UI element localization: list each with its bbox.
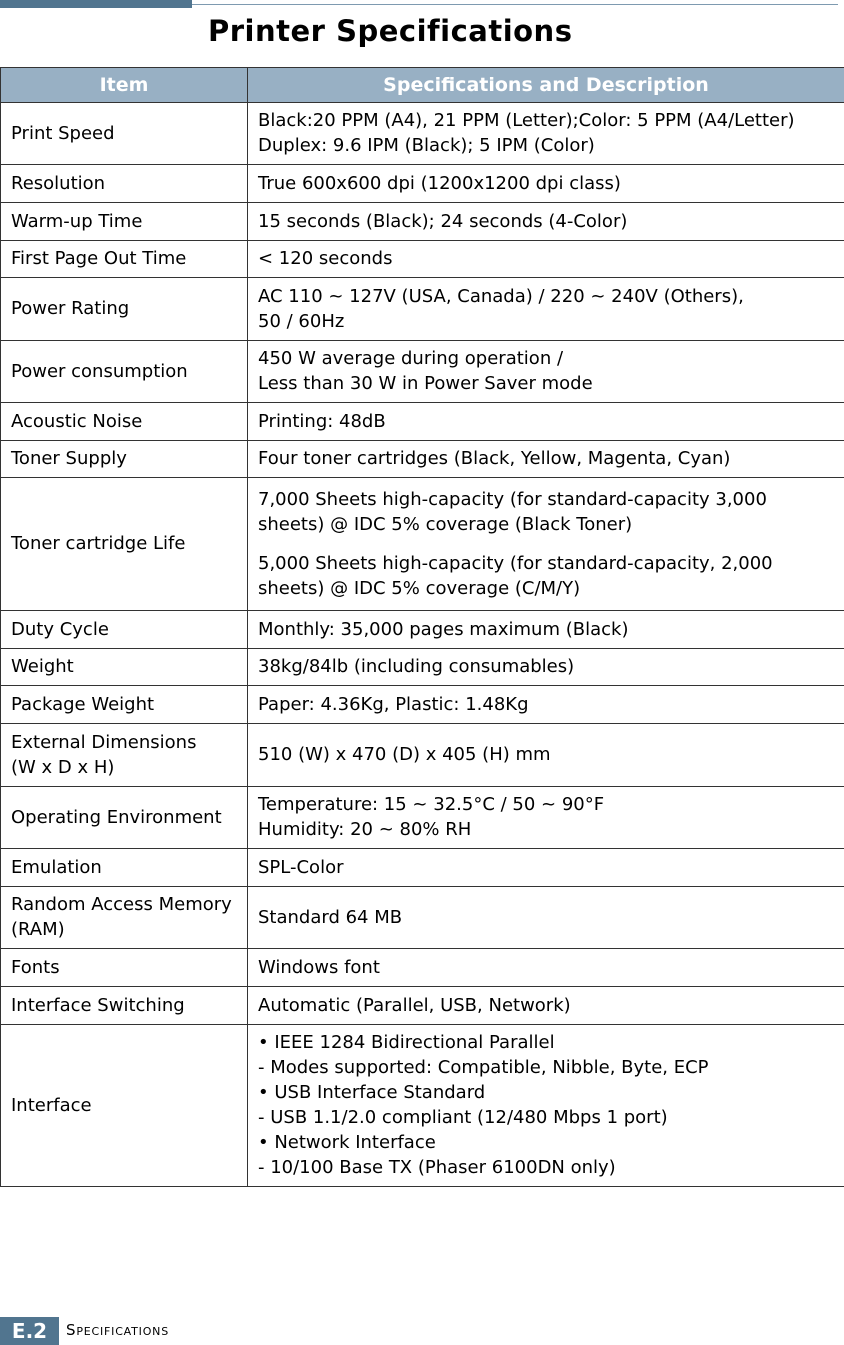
spec-description: [248, 103, 844, 165]
spec-description-text: 450 W average during operation / Less than 30 W in Power Saver mode: [258, 348, 593, 394]
spec-item: Weight: [1, 649, 248, 686]
spec-description-text: True 600x600 dpi (1200x1200 dpi class): [258, 172, 621, 194]
spec-description-text: Four toner cartridges (Black, Yellow, Magenta, Cyan): [258, 448, 731, 469]
spec-description: [248, 849, 844, 887]
spec-description-text: 38kg/84lb (including consumables): [258, 656, 575, 677]
table-row: [1, 686, 844, 724]
spec-description: [248, 611, 844, 649]
table-row: [1, 341, 844, 403]
table-row: [1, 649, 844, 686]
spec-description: [248, 887, 844, 949]
spec-item: Random Access Memory (RAM): [1, 887, 248, 949]
spec-description: [248, 987, 844, 1025]
table-header-row: [1, 68, 844, 103]
spec-item: Print Speed: [1, 103, 248, 165]
spec-description-text: < 120 seconds: [258, 248, 393, 269]
table-row: [1, 441, 844, 478]
spec-item: Interface: [1, 1025, 248, 1187]
spec-description-text: 510 (W) x 470 (D) x 405 (H) mm: [258, 744, 551, 765]
table-row: [1, 478, 844, 611]
spec-description-text: Monthly: 35,000 pages maximum (Black): [258, 618, 629, 640]
spec-description-text: Paper: 4.36Kg, Plastic: 1.48Kg: [258, 693, 529, 715]
spec-description-text: 5,000 Sheets high-capacity (for standard-capacity, 2,000 sheets) @ IDC 5% coverage (C/M/Y): [258, 552, 773, 599]
table-row: [1, 203, 844, 241]
spec-item: Power Rating: [1, 278, 248, 341]
spec-item: Duty Cycle: [1, 611, 248, 649]
spec-description-text: Windows font: [258, 956, 380, 978]
spec-item: First Page Out Time: [1, 241, 248, 278]
spec-description: [248, 1025, 844, 1187]
table-row: [1, 1025, 844, 1187]
spec-description: [248, 787, 844, 849]
page-title: Printer Specifications: [208, 14, 573, 48]
spec-description-text: • IEEE 1284 Bidirectional Parallel - Modes supported: Compatible, Nibble, Byte, ECP • USB Interface Standard - USB 1.1/2.0 compliant (12/480 Mbps 1 port) • Network Interface - 10/100 Base TX (Phaser 6100DN only): [258, 1032, 709, 1178]
spec-description: [248, 403, 844, 441]
page-number-tab: E.2: [0, 1317, 59, 1345]
spec-description-text: Standard 64 MB: [258, 906, 403, 928]
spec-description-text: 7,000 Sheets high-capacity (for standard-capacity 3,000 sheets) @ IDC 5% coverage (Black Toner): [258, 488, 767, 535]
spec-item: Toner cartridge Life: [1, 478, 248, 611]
table-row: [1, 165, 844, 203]
top-accent-bar: [0, 0, 192, 8]
spec-description: [248, 724, 844, 787]
spec-description: [248, 686, 844, 724]
spec-description-text: Printing: 48dB: [258, 410, 386, 432]
table-row: [1, 611, 844, 649]
spec-description: [248, 278, 844, 341]
spec-description-text: SPL-Color: [258, 856, 344, 878]
spec-item: Interface Switching: [1, 987, 248, 1025]
spec-description: [248, 203, 844, 241]
table-row: [1, 103, 844, 165]
spec-item: External Dimensions (W x D x H): [1, 724, 248, 787]
table-row: [1, 241, 844, 278]
spec-item: Warm-up Time: [1, 203, 248, 241]
section-name: Specifications: [66, 1321, 169, 1339]
spec-item: Emulation: [1, 849, 248, 887]
spec-item: Package Weight: [1, 686, 248, 724]
table-row: [1, 987, 844, 1025]
table-row: [1, 278, 844, 341]
table-row: [1, 724, 844, 787]
table-row: [1, 403, 844, 441]
spec-description: [248, 478, 844, 611]
spec-item: Toner Supply: [1, 441, 248, 478]
table-row: [1, 949, 844, 987]
header-item: Item: [1, 68, 248, 103]
specifications-table: [0, 67, 844, 1187]
spec-description-text: Temperature: 15 ~ 32.5°C / 50 ~ 90°F Humidity: 20 ~ 80% RH: [258, 794, 605, 840]
header-specifications: Specifications and Description: [248, 68, 844, 103]
spec-item: Operating Environment: [1, 787, 248, 849]
top-rule-line: [192, 4, 838, 5]
table-row: [1, 887, 844, 949]
spec-description: [248, 441, 844, 478]
spec-item: Power consumption: [1, 341, 248, 403]
spec-description-text: AC 110 ~ 127V (USA, Canada) / 220 ~ 240V (Others), 50 / 60Hz: [258, 285, 744, 332]
table-row: [1, 849, 844, 887]
spec-description: [248, 341, 844, 403]
spec-description-text: Automatic (Parallel, USB, Network): [258, 994, 571, 1016]
spec-description: [248, 649, 844, 686]
spec-item: Acoustic Noise: [1, 403, 248, 441]
table-body: [1, 103, 844, 1187]
table-row: [1, 787, 844, 849]
spec-description: [248, 949, 844, 987]
spec-item: Resolution: [1, 165, 248, 203]
spec-description-text: Black:20 PPM (A4), 21 PPM (Letter);Color: 5 PPM (A4/Letter) Duplex: 9.6 IPM (Black); 5 IPM (Color): [258, 110, 795, 156]
spec-description: [248, 165, 844, 203]
spec-description: [248, 241, 844, 278]
spec-description-text: 15 seconds (Black); 24 seconds (4-Color): [258, 210, 628, 232]
spec-item: Fonts: [1, 949, 248, 987]
